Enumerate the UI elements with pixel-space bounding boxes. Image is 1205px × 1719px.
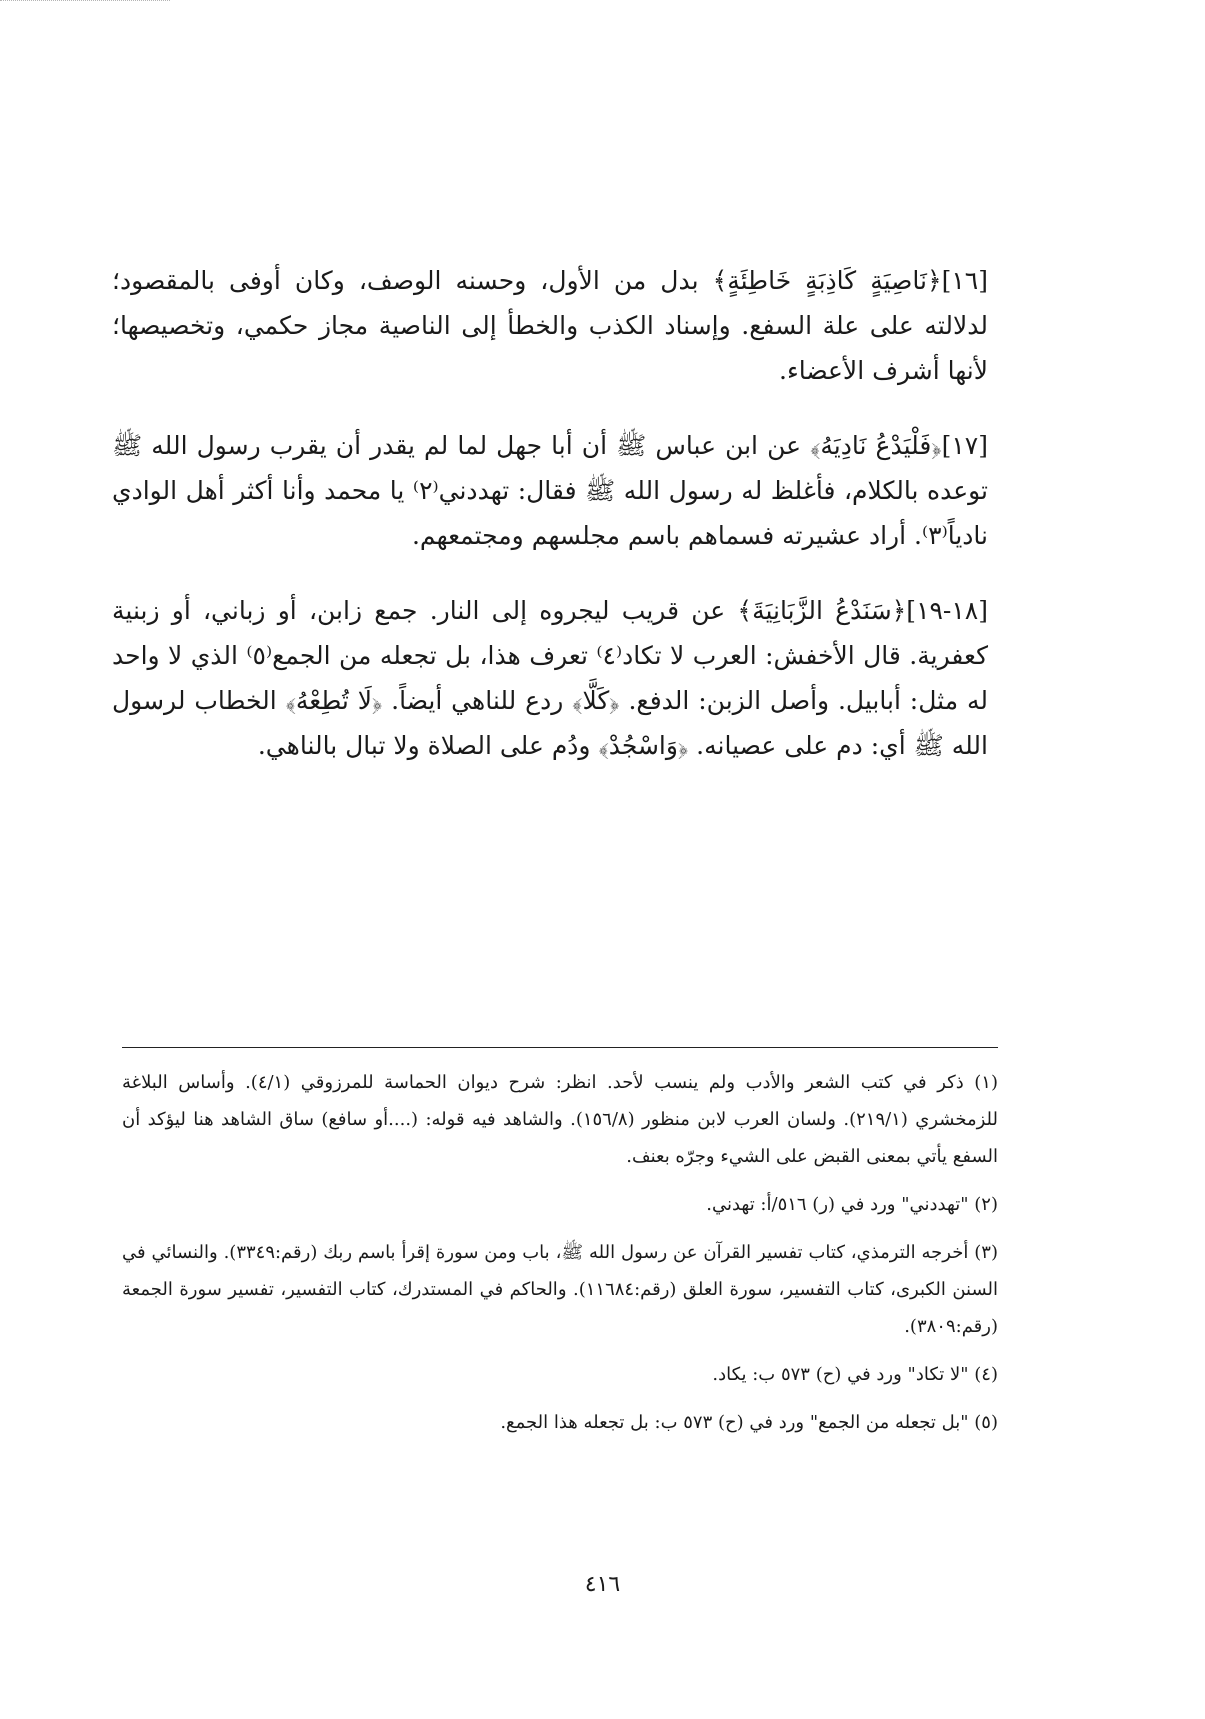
footnote-5: (٥) "بل تجعله من الجمع" ورد في (ح) ٥٧٣ ب: بل تجعله هذا الجمع. <box>500 1412 998 1433</box>
footnote-3: (٣) أخرجه الترمذي، كتاب تفسير القرآن عن رسول الله ﷺ، باب ومن سورة إقرأ باسم ربك (رقم:٣٣٤٩). والنسائي في السنن الكبرى، كتاب التفسير، سورة العلق (رقم:١١٦٨٤). والحاكم في المستدرك، كتاب التفسير، تفسير سورة الجمعة (رقم:٣٨٠٩). <box>122 1242 998 1337</box>
footnote-2: (٢) "تهددني" ورد في (ر) ٥١٦/أ: تهدني. <box>706 1194 998 1215</box>
commentary-entry-16: [١٦]﴿نَاصِيَةٍ كَاذِبَةٍ خَاطِئَةٍ﴾ بدل من الأول، وحسنه الوصف، وكان أوفى بالمقصود؛ لدلالته على علة السفع. وإسناد الكذب والخطأ إلى الناصية مجاز حكمي، وتخصيصها؛ لأنها أشرف الأعضاء. <box>112 266 988 385</box>
footnote-4: (٤) "لا تكاد" ورد في (ح) ٥٧٣ ب: يكاد. <box>712 1364 998 1385</box>
footnotes <box>122 1064 998 1452</box>
footnote-1: (١) ذكر في كتب الشعر والأدب ولم ينسب لأحد. انظر: شرح ديوان الحماسة للمرزوقي (٤/١). وأساس البلاغة للزمخشري (٢١٩/١). ولسان العرب لابن منظور (١٥٦/٨). والشاهد فيه قوله: (....أو سافع) ساق الشاهد هنا ليؤكد أن السفع يأتي بمعنى القبض على الشيء وجرّه بعنف. <box>122 1072 998 1167</box>
main-text <box>112 258 988 798</box>
scan-edge-mark <box>0 0 170 3</box>
footnote-separator <box>122 1047 998 1048</box>
commentary-entry-18-19: [١٨-١٩]﴿سَنَدْعُ الزَّبَانِيَةَ﴾ عن قريب ليجروه إلى النار. جمع زابن، أو زباني، أو زبنية كعفرية. قال الأخفش: العرب لا تكاد⁽٤⁾ تعرف هذا، بل تجعله من الجمع⁽٥⁾ الذي لا واحد له مثل: أبابيل. وأصل الزبن: الدفع. ﴿كَلَّا﴾ ردع للناهي أيضاً. ﴿لَا تُطِعْهُ﴾ الخطاب لرسول الله ﷺ أي: دم على عصيانه. ﴿وَاسْجُدْ﴾ ودُم على الصلاة ولا تبال بالناهي. <box>112 596 988 760</box>
commentary-entry-17: [١٧]﴿فَلْيَدْعُ نَادِيَهُ﴾ عن ابن عباس ﷺ أن أبا جهل لما لم يقدر أن يقرب رسول الله ﷺ توعده بالكلام، فأغلظ له رسول الله ﷺ فقال: تهددني⁽٢⁾ يا محمد وأنا أكثر أهل الوادي نادياً⁽٣⁾. أراد عشيرته فسماهم باسم مجلسهم ومجتمعهم. <box>112 431 989 550</box>
page-number: ٤١٦ <box>584 1572 621 1597</box>
